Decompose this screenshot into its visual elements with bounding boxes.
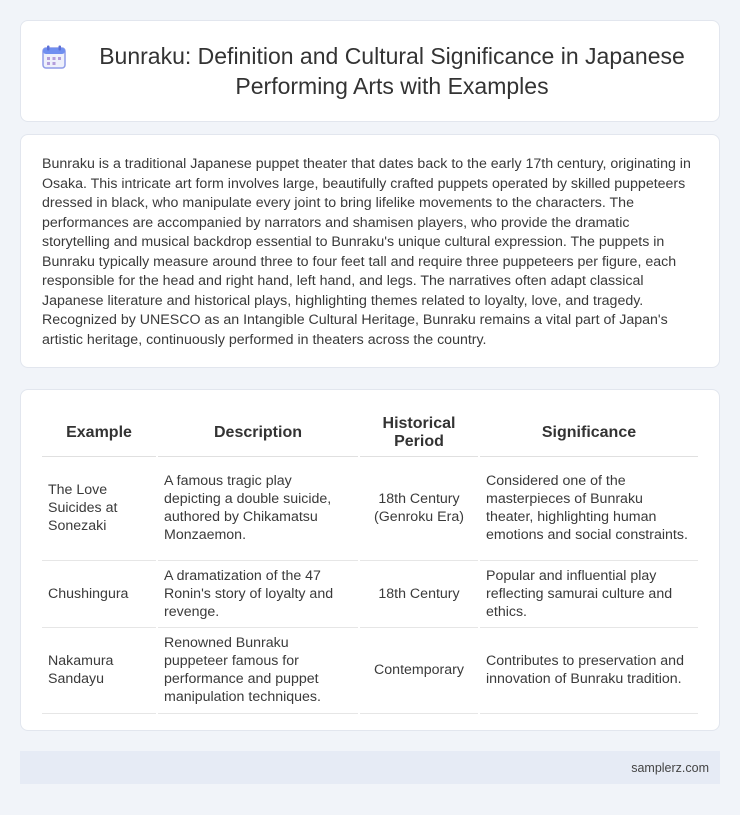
header-historical-period — [359, 410, 479, 456]
calendar-icon — [41, 44, 67, 70]
cell-description: A famous tragic play depicting a double suicide, authored by Chikamatsu Monzaemon. — [157, 456, 359, 560]
cell-significance: Popular and influential play reflecting samurai culture and ethics. — [479, 560, 698, 627]
header-significance: Significance — [479, 410, 698, 456]
title-wrap — [41, 41, 699, 101]
cell-significance: Considered one of the masterpieces of Bunraku theater, highlighting human emotions and social constraints. — [479, 456, 698, 560]
examples-table — [42, 410, 698, 714]
table-row — [42, 560, 698, 627]
table-card — [20, 389, 720, 731]
title-card — [20, 20, 720, 122]
table-row — [42, 627, 698, 713]
cell-example: Nakamura Sandayu — [42, 627, 157, 713]
footer-site-link[interactable]: samplerz.com — [631, 760, 709, 775]
header-example: Example — [42, 410, 157, 456]
cell-example: The Love Suicides at Sonezaki — [42, 456, 157, 560]
page-title: Bunraku: Definition and Cultural Significance in Japanese Performing Arts with Examples — [99, 43, 685, 99]
cell-period: 18th Century (Genroku Era) — [359, 456, 479, 560]
table-header-row — [42, 410, 698, 456]
header-historical-period-label: Historical Period — [382, 414, 456, 450]
footer — [20, 751, 720, 784]
cell-example: Chushingura — [42, 560, 157, 627]
cell-description: Renowned Bunraku puppeteer famous for performance and puppet manipulation techniques. — [157, 627, 359, 713]
cell-description: A dramatization of the 47 Ronin's story of loyalty and revenge. — [157, 560, 359, 627]
table-row — [42, 456, 698, 560]
intro-paragraph: Bunraku is a traditional Japanese puppet theater that dates back to the early 17th century, originating in Osaka. This intricate art form involves large, beautifully crafted puppets operated by skilled puppeteers dressed in black, who manipulate every joint to bring lifelike movements to the characters. The performances are accompanied by narrators and shamisen players, who provide the dramatic storytelling and musical backdrop essential to Bunraku's unique cultural expression. The puppets in Bunraku typically measure around three to four feet tall and require three puppeteers per figure, each responsible for the head and right hand, left hand, and legs. The narratives often adapt classical Japanese literature and historical plays, highlighting themes related to loyalty, love, and tragedy. Recognized by UNESCO as an Intangible Cultural Heritage, Bunraku remains a vital part of Japan's artistic heritage, continuously performed in theaters across the country. — [42, 156, 691, 348]
header-description: Description — [157, 410, 359, 456]
cell-period: Contemporary — [359, 627, 479, 713]
intro-card — [20, 134, 720, 368]
cell-period: 18th Century — [359, 560, 479, 627]
cell-significance: Contributes to preservation and innovation of Bunraku tradition. — [479, 627, 698, 713]
